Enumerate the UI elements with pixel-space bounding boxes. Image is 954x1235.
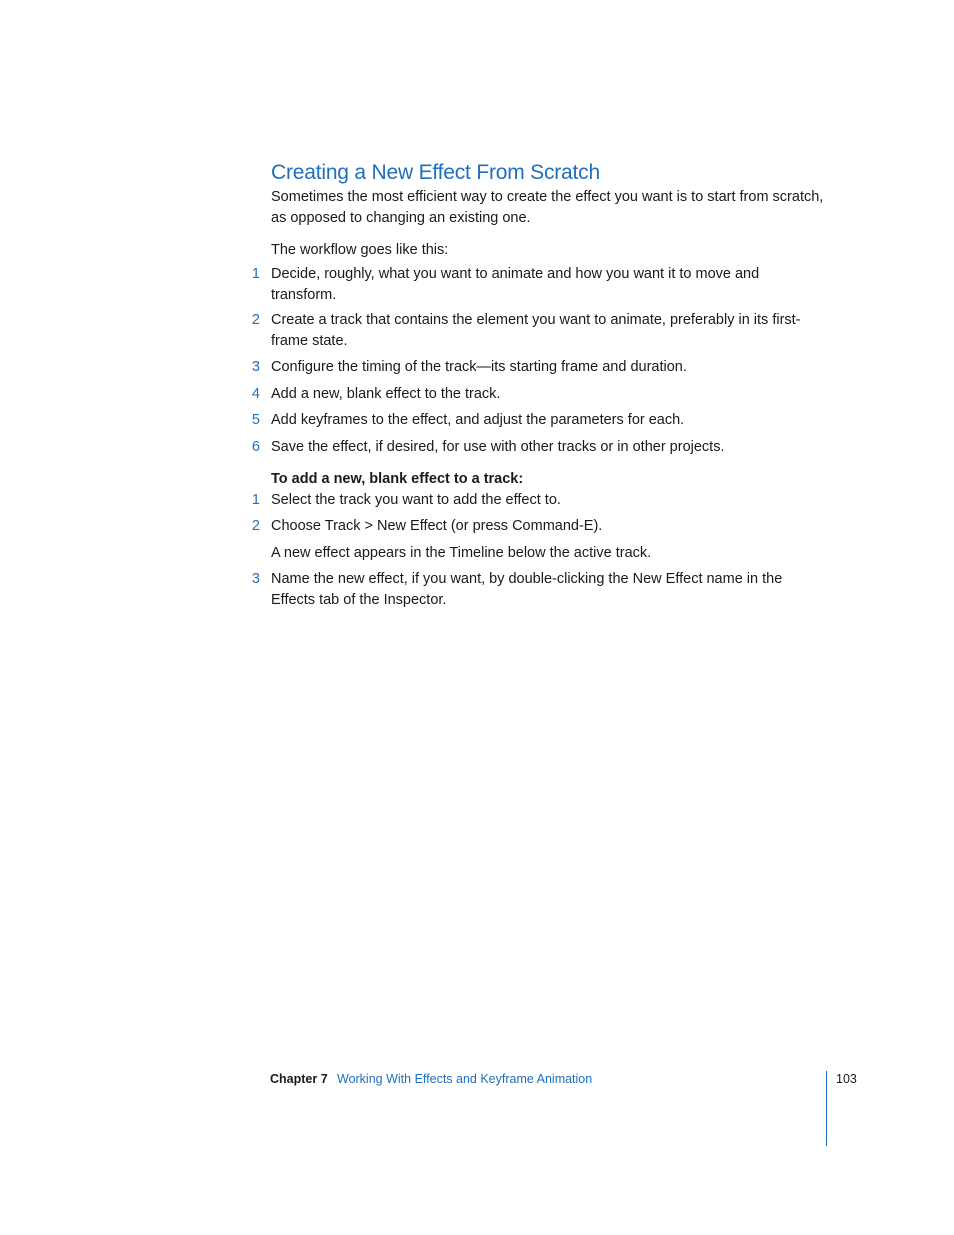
step-text: Configure the timing of the track—its starting frame and duration. (271, 359, 687, 375)
intro-paragraph: Sometimes the most efficient way to create the effect you want is to start from scratch, as opposed to changing an existing one. (271, 189, 824, 226)
step-number: 3 (251, 359, 260, 375)
step-number: 2 (251, 312, 260, 328)
step-text: Add keyframes to the effect, and adjust the parameters for each. (271, 412, 685, 428)
step-text: Save the effect, if desired, for use with other tracks or in other projects. (271, 439, 725, 455)
footer-chapter-title: Working With Effects and Keyframe Animation (337, 1072, 593, 1086)
step-text: Name the new effect, if you want, by double-clicking the New Effect name in the Effects tab of the Inspector. (271, 571, 783, 608)
step-text: Add a new, blank effect to the track. (271, 386, 501, 402)
step-number: 1 (251, 266, 260, 282)
step-text: Select the track you want to add the effect to. (271, 492, 561, 508)
step-number: 4 (251, 386, 260, 402)
step-number: 2 (251, 518, 260, 534)
procedure-note: A new effect appears in the Timeline below the active track. (271, 545, 652, 561)
step-number: 3 (251, 571, 260, 587)
step-number: 6 (251, 439, 260, 455)
step-text: Decide, roughly, what you want to animate and how you want it to move and transform. (271, 266, 760, 303)
step-number: 5 (251, 412, 260, 428)
page-title: Creating a New Effect From Scratch (271, 161, 600, 184)
workflow-lead: The workflow goes like this: (271, 242, 449, 258)
procedure-heading: To add a new, blank effect to a track: (271, 471, 524, 487)
step-text: Create a track that contains the element you want to animate, preferably in its first-frame state. (271, 312, 801, 349)
footer-divider (826, 1071, 827, 1146)
footer-chapter-label: Chapter 7 (270, 1072, 328, 1086)
page-number: 103 (836, 1072, 857, 1086)
step-number: 1 (251, 492, 260, 508)
step-text: Choose Track > New Effect (or press Command-E). (271, 518, 603, 534)
